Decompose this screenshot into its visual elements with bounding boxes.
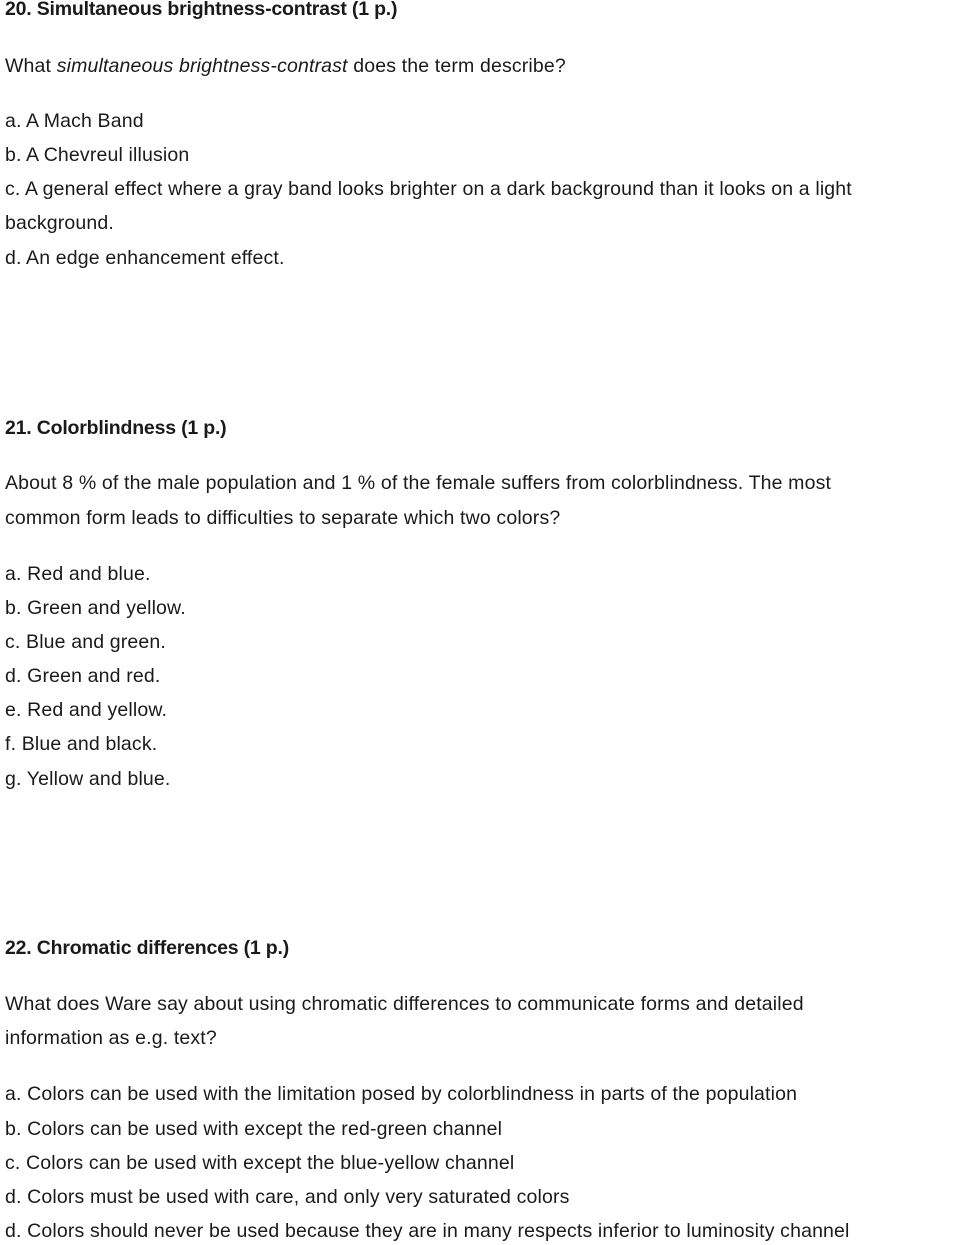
question-21-option-a: a. Red and blue. bbox=[5, 563, 151, 585]
question-22-text-line-2: information as e.g. text? bbox=[5, 1027, 217, 1049]
question-21-option-g: g. Yellow and blue. bbox=[5, 768, 171, 790]
question-20-title: 20. Simultaneous brightness-contrast (1 p.) bbox=[5, 0, 398, 20]
question-21-option-f: f. Blue and black. bbox=[5, 733, 158, 755]
question-21-option-d: d. Green and red. bbox=[5, 665, 161, 687]
question-22-option-c: c. Colors can be used with except the blue-yellow channel bbox=[5, 1152, 515, 1174]
question-20-text-suffix: does the term describe? bbox=[347, 55, 566, 77]
question-22-option-d-second: d. Colors should never be used because they are in many respects inferior to luminosity channel bbox=[5, 1220, 850, 1242]
question-21-text-line-2: common form leads to difficulties to separate which two colors? bbox=[5, 507, 561, 529]
question-20-option-c-continued: background. bbox=[5, 212, 114, 234]
question-21-option-c: c. Blue and green. bbox=[5, 631, 166, 653]
question-22-option-b: b. Colors can be used with except the red-green channel bbox=[5, 1118, 503, 1140]
question-21-text-line-1: About 8 % of the male population and 1 % of the female suffers from colorblindness. The most bbox=[5, 472, 832, 494]
question-22-title: 22. Chromatic differences (1 p.) bbox=[5, 937, 290, 959]
question-21-option-e: e. Red and yellow. bbox=[5, 699, 168, 721]
question-22-option-d: d. Colors must be used with care, and only very saturated colors bbox=[5, 1186, 570, 1208]
question-20-option-b: b. A Chevreul illusion bbox=[5, 144, 190, 166]
question-20-text-prefix: What bbox=[5, 55, 57, 77]
question-21-title: 21. Colorblindness (1 p.) bbox=[5, 417, 227, 439]
question-20-option-a: a. A Mach Band bbox=[5, 110, 144, 132]
question-20-option-d: d. An edge enhancement effect. bbox=[5, 247, 285, 269]
question-22-option-a: a. Colors can be used with the limitation posed by colorblindness in parts of the population bbox=[5, 1083, 798, 1105]
question-20-term: simultaneous brightness-contrast bbox=[56, 55, 348, 77]
question-20-option-c: c. A general effect where a gray band looks brighter on a dark background than it looks on a light bbox=[5, 178, 852, 200]
question-20-text bbox=[5, 54, 566, 78]
question-21-option-b: b. Green and yellow. bbox=[5, 597, 186, 619]
question-22-text-line-1: What does Ware say about using chromatic differences to communicate forms and detailed bbox=[5, 993, 804, 1015]
